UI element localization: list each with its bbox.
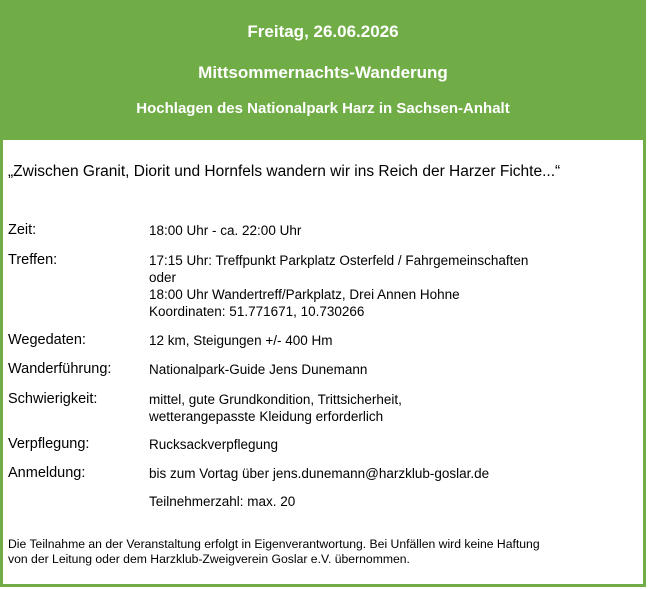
- detail-row-wegedaten: [8, 332, 332, 349]
- event-title: Mittsommernachts-Wanderung: [198, 63, 448, 82]
- detail-row-zeit: [8, 222, 301, 239]
- disclaimer: [8, 537, 540, 567]
- detail-label-wegedaten: Wegedaten:: [8, 332, 86, 348]
- detail-value-teilnehmer: [149, 493, 295, 510]
- detail-value-zeit: [149, 222, 301, 239]
- detail-row-teilnehmer: [8, 493, 295, 510]
- detail-line: 18:00 Uhr - ca. 22:00 Uhr: [149, 223, 302, 238]
- detail-label-verpflegung: Verpflegung:: [8, 436, 90, 452]
- detail-value-wegedaten: [149, 332, 332, 349]
- detail-line: 12 km, Steigungen +/- 400 Hm: [149, 333, 333, 348]
- detail-value-treffen: [149, 252, 528, 320]
- detail-row-anmeldung: [8, 465, 489, 482]
- event-header: [0, 0, 646, 140]
- detail-label-teilnehmer: [8, 493, 149, 510]
- detail-label-wanderfuehrung: Wanderführung:: [8, 361, 112, 377]
- detail-row-verpflegung: [8, 436, 278, 453]
- detail-line: wetterangepasste Kleidung erforderlich: [149, 409, 384, 424]
- event-date: Freitag, 26.06.2026: [247, 22, 399, 41]
- event-quote: „Zwischen Granit, Diorit und Hornfels wandern wir ins Reich der Harzer Fichte...“: [8, 163, 561, 180]
- detail-line-email: bis zum Vortag über jens.dunemann@harzklub-goslar.de: [149, 466, 490, 481]
- detail-row-schwierigkeit: [8, 391, 402, 425]
- detail-label-zeit: Zeit:: [8, 222, 37, 238]
- detail-label-treffen: Treffen:: [8, 252, 58, 268]
- detail-line: 18:00 Uhr Wandertreff/Parkplatz, Drei Annen Hohne: [149, 287, 460, 302]
- detail-line: 17:15 Uhr: Treffpunkt Parkplatz Osterfeld / Fahrgemeinschaften: [149, 253, 529, 268]
- detail-label-anmeldung: Anmeldung:: [8, 465, 86, 481]
- detail-line-coordinates: Koordinaten: 51.771671, 10.730266: [149, 304, 365, 319]
- detail-line: Teilnehmerzahl: max. 20: [149, 494, 296, 509]
- disclaimer-line: Die Teilnahme an der Veranstaltung erfolgt in Eigenverantwortung. Bei Unfällen wird keine Haftung: [8, 537, 540, 551]
- detail-value-wanderfuehrung: [149, 361, 367, 378]
- detail-line: Rucksackverpflegung: [149, 437, 279, 452]
- detail-line: mittel, gute Grundkondition, Trittsicherheit,: [149, 392, 402, 407]
- detail-value-schwierigkeit: [149, 391, 402, 425]
- detail-row-wanderfuehrung: [8, 361, 367, 378]
- detail-label-schwierigkeit: Schwierigkeit:: [8, 391, 98, 407]
- detail-line: oder: [149, 270, 177, 285]
- detail-line: Nationalpark-Guide Jens Dunemann: [149, 362, 368, 377]
- detail-row-treffen: [8, 252, 528, 320]
- detail-value-verpflegung: [149, 436, 278, 453]
- event-subtitle: Hochlagen des Nationalpark Harz in Sachsen-Anhalt: [136, 100, 510, 117]
- detail-value-anmeldung: [149, 465, 489, 482]
- disclaimer-line: von der Leitung oder dem Harzklub-Zweigverein Goslar e.V. übernommen.: [8, 552, 410, 566]
